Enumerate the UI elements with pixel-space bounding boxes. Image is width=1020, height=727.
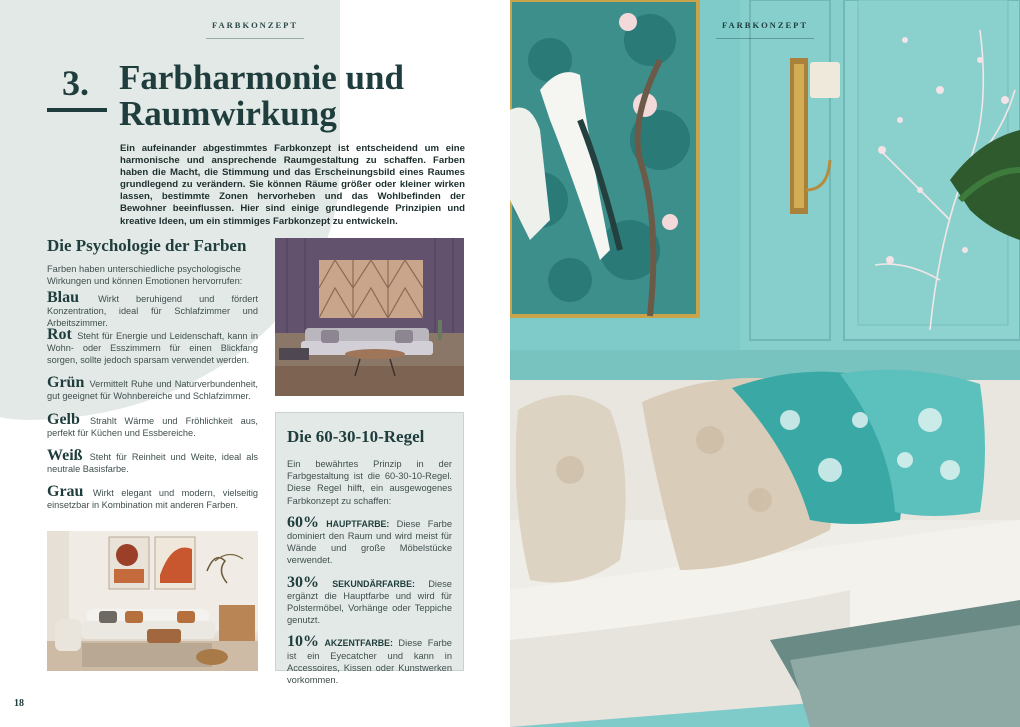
chapter-number: 3. (62, 63, 89, 103)
chapter-intro: Ein aufeinander abgestimmtes Farbkonzept ist entscheidend um eine harmonische und ansprechende Raumgestaltung zu schaffen. Farben haben die Macht, die Stimmung und das Erscheinungsbild eines Raumes grundlegend zu verändern. Sie können Räume größer oder kleiner wirken lassen, bestimmte Zonen hervorheben und das Wohlbefinden der Bewohner beeinflussen. Hier sind einige grundlegende Prinzipien und kreative Ideen, um ein stimmiges Farbkonzept zu entwickeln. (120, 143, 465, 227)
rule-60-30-10-box (275, 412, 464, 686)
rule-label: SEKUNDÄRFARBE: (332, 578, 415, 589)
running-head-rule (716, 38, 814, 39)
right-page-photo (510, 0, 1020, 727)
color-entry-blau (47, 289, 259, 330)
running-head-text: FARBKONZEPT (721, 20, 809, 30)
rule-title: Die 60-30-10-Regel (287, 427, 425, 446)
color-description: Vermittelt Ruhe und Naturverbundenheit, gut geeignet für Wohnbereiche und Schlafzimmer. (47, 379, 258, 402)
color-description: Strahlt Wärme und Fröhlichkeit aus, perfekt für Küchen und Essbereiche. (47, 416, 258, 439)
chapter-title: Farbharmonie und Raumwirkung (119, 58, 404, 133)
color-description: Wirkt beruhigend und fördert Konzentration, ideal für Schlafzimmer und Arbeitszimmer. (47, 294, 259, 329)
running-head-left (205, 20, 305, 39)
color-name: Blau (47, 289, 80, 306)
psychology-title: Die Psychologie der Farben (47, 236, 247, 255)
color-name: Grün (47, 374, 85, 391)
color-entry-gelb (47, 411, 258, 439)
color-name: Grau (47, 483, 84, 500)
rule-label: HAUPTFARBE: (326, 518, 390, 529)
rule-percent: 60% (287, 513, 319, 531)
running-head-right (715, 20, 815, 39)
page-number: 18 (14, 698, 24, 709)
color-description: Steht für Reinheit und Weite, ideal als neutrale Basisfarbe. (47, 452, 258, 475)
rule-percent: 30% (287, 573, 319, 591)
rule-text: Diese Farbe dominiert den Raum und wird meist für Wände und große Möbelstücke verwendet. (287, 518, 452, 566)
rule-intro: Ein bewährtes Prinzip in der Farbgestaltung ist die 60-30-10-Regel. Diese Regel hilft, ein ausgewogenes Farbkonzept zu schaffen: (287, 459, 452, 506)
chapter-number-underline (47, 108, 107, 112)
color-entry-gruen (47, 374, 258, 402)
color-entry-grau (47, 483, 258, 511)
rule-item-30 (287, 573, 452, 627)
running-head-rule (206, 38, 304, 39)
rule-label: AKZENTFARBE: (324, 638, 393, 649)
psychology-intro: Farben haben unterschiedliche psychologische Wirkungen und können Emotionen hervorrufen: (47, 264, 243, 286)
color-entry-weiss (47, 447, 258, 475)
rule-percent: 10% (287, 633, 319, 651)
color-name: Gelb (47, 411, 80, 428)
color-description: Wirkt elegant und modern, vielseitig einsetzbar in Kombination mit anderen Farben. (47, 488, 258, 511)
color-description: Steht für Energie und Leidenschaft, kann in Wohn- oder Esszimmern für einen Blickfang sorgen, sollte jedoch sparsam verwendet werden. (47, 331, 258, 366)
color-name: Weiß (47, 447, 83, 464)
running-head-text: FARBKONZEPT (211, 20, 299, 30)
photo-white-living-room-illustration (47, 531, 258, 671)
photo-purple-living-room-illustration (275, 238, 464, 396)
photo-white-living-room (47, 531, 258, 671)
rule-item-60 (287, 513, 452, 567)
color-entry-rot (47, 326, 258, 367)
photo-purple-living-room (275, 238, 464, 396)
turquoise-sofa-photo (510, 0, 1020, 727)
rule-text: Diese ergänzt die Hauptfarbe und wird für Polstermöbel, Vorhänge oder Teppiche genutzt. (287, 578, 452, 626)
rule-item-10 (287, 633, 452, 686)
color-name: Rot (47, 326, 72, 343)
rule-text: Diese Farbe ist ein Eyecatcher und kann in Accessoires, Kissen oder Kunstwerken vorkommen. (287, 638, 452, 686)
